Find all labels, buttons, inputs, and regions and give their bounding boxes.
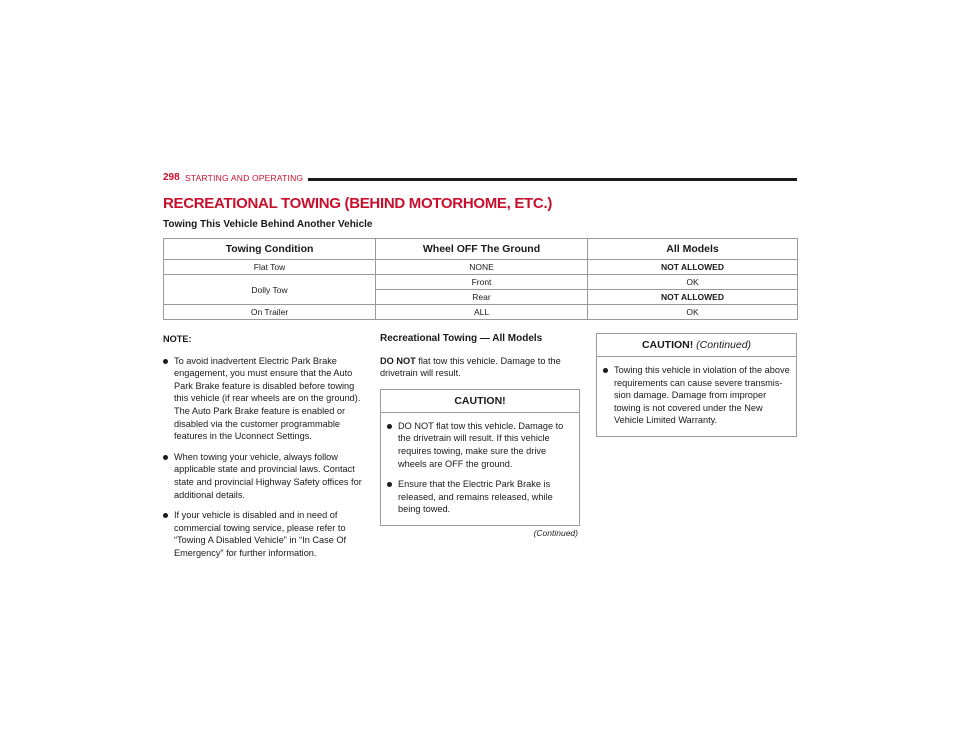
page-number: 298 <box>163 172 180 183</box>
list-item <box>163 509 363 559</box>
list-item-text: If your vehicle is disabled and in need of commercial towing service, please refer to “Towing A Disabled Vehicle” in “In Case Of Emergency” for further information. <box>174 510 347 558</box>
list-item-text: DO NOT flat tow this vehicle. Damage to the drivetrain will result. If this vehicle requires towing, make sure the drive wheels are OFF the ground. <box>398 420 564 469</box>
list-item-text: When towing your vehicle, always follow applicable state and provincial laws. Contact state and provincial Highway Safety offices for additional details. <box>174 451 362 500</box>
caution-title-suffix: (Continued) <box>693 339 752 351</box>
list-item <box>603 364 790 427</box>
cell-models: NOT ALLOWED <box>588 290 798 305</box>
page-header <box>163 172 797 186</box>
cell-condition: Dolly Tow <box>164 275 376 305</box>
cell-condition: Flat Tow <box>164 260 376 275</box>
list-item <box>387 420 573 470</box>
list-item <box>387 478 573 516</box>
cell-condition: On Trailer <box>164 305 376 320</box>
cell-wheel: NONE <box>376 260 588 275</box>
intro-text: flat tow this vehicle. Damage to the drivetrain will result. <box>380 355 561 379</box>
list-item <box>163 355 363 443</box>
continued-label: (Continued) <box>533 527 578 538</box>
caution-title: CAUTION! <box>381 390 579 413</box>
recreational-column <box>380 333 580 540</box>
recreational-intro <box>380 355 580 380</box>
bullet-icon <box>163 359 168 364</box>
caution-continued-title <box>597 334 796 357</box>
section-subtitle: Towing This Vehicle Behind Another Vehicle <box>163 219 373 230</box>
table-row <box>164 275 798 290</box>
note-column <box>163 333 363 568</box>
cell-wheel: Front <box>376 275 588 290</box>
table-row <box>164 305 798 320</box>
towing-table <box>163 238 798 320</box>
header-rule <box>308 178 797 181</box>
bullet-icon <box>163 455 168 460</box>
caution-continued-list <box>603 364 790 427</box>
cell-wheel: ALL <box>376 305 588 320</box>
cell-models: OK <box>588 305 798 320</box>
page-title: RECREATIONAL TOWING (BEHIND MOTORHOME, ETC.) <box>163 195 553 212</box>
bullet-icon <box>387 482 392 487</box>
caution-continued-box <box>596 333 797 437</box>
header-all-models: All Models <box>588 239 798 260</box>
caution-title-text: CAUTION! <box>641 339 694 351</box>
list-item-text: Towing this vehicle in violation of the above requirements can cause severe transmis-sion damage. Damage from improper towing is not covered under the New Vehicle Limited Warranty. <box>614 365 790 426</box>
table-header-row <box>164 239 798 260</box>
cell-models: OK <box>588 275 798 290</box>
list-item-text: To avoid inadvertent Electric Park Brake engagement, you must ensure that the Auto Park Brake feature is disabled before towing this vehicle (if rear wheels are on the ground). The Auto Park Brake feature is enabled or disabled via the customer programmable features in the Uconnect Settings. <box>174 355 361 442</box>
header-towing-condition: Towing Condition <box>164 239 376 260</box>
section-name: STARTING AND OPERATING <box>185 173 304 183</box>
cell-models: NOT ALLOWED <box>588 260 798 275</box>
note-list <box>163 355 363 560</box>
list-item-text: Ensure that the Electric Park Brake is released, and remains released, while being towed. <box>398 479 553 515</box>
table-row <box>164 260 798 275</box>
header-wheel-off-ground: Wheel OFF The Ground <box>376 239 588 260</box>
recreational-heading: Recreational Towing — All Models <box>380 333 543 344</box>
caution-box <box>380 389 580 526</box>
note-label: NOTE: <box>163 334 192 344</box>
bullet-icon <box>163 513 168 518</box>
cell-wheel: Rear <box>376 290 588 305</box>
bullet-icon <box>387 424 392 429</box>
caution-continued-column <box>596 333 797 437</box>
caution-list <box>387 420 573 516</box>
intro-emphasis: DO NOT <box>380 355 416 366</box>
bullet-icon <box>603 368 608 373</box>
list-item <box>163 451 363 501</box>
